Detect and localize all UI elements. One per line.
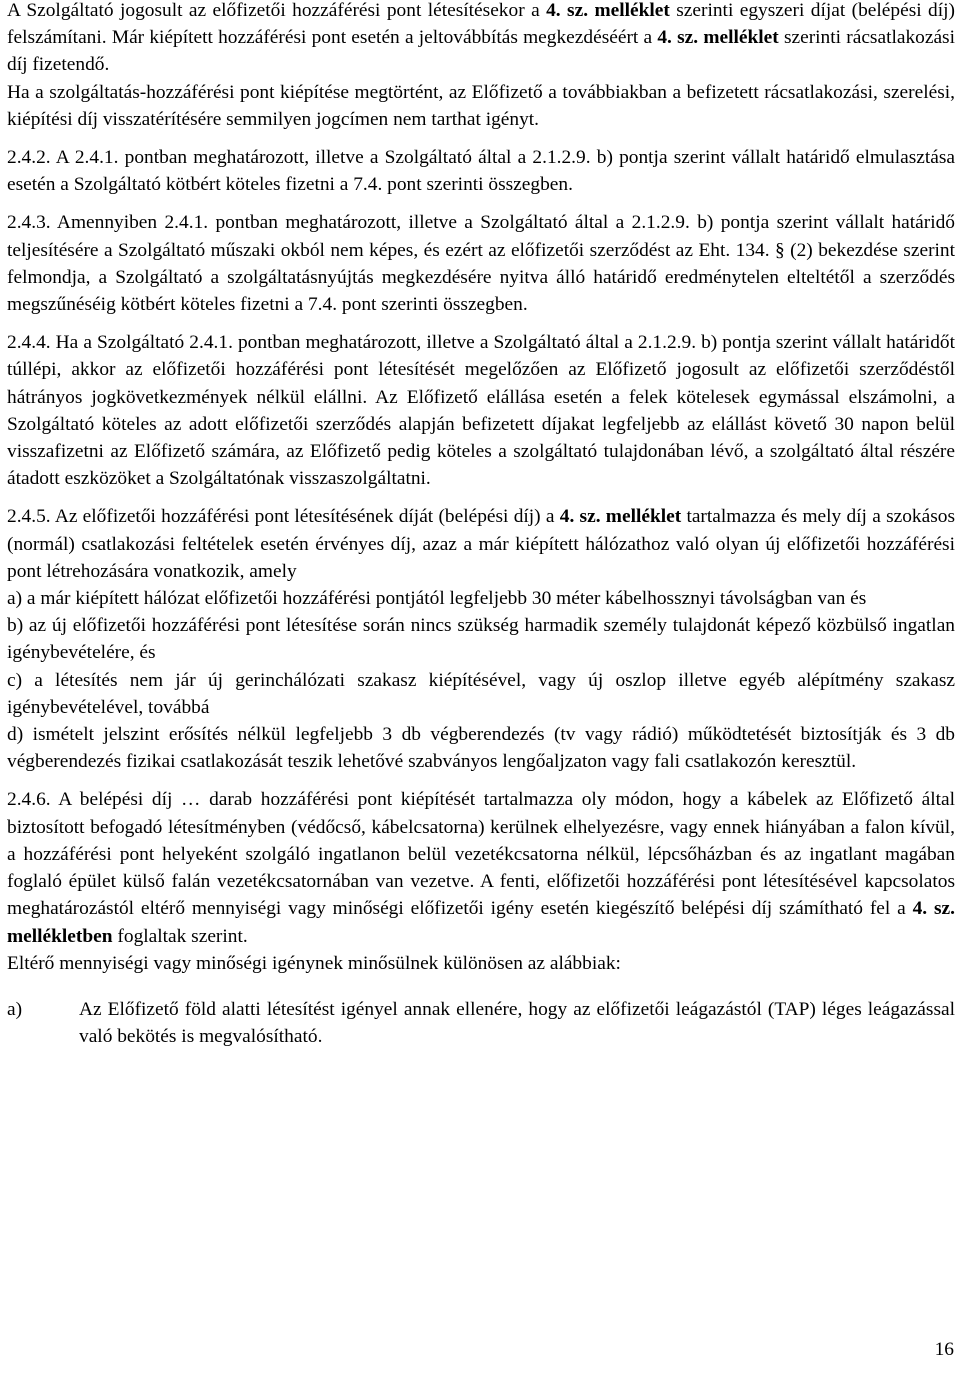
- paragraph-2-4-3: 2.4.3. Amennyiben 2.4.1. pontban meghatározott, illetve a Szolgáltató által a 2.1.2.9. b) pontja szerint vállalt határidő teljesítésére a Szolgáltató műszaki okból nem képes, és ezért az előfizetői szerződést az Eht. 134. § (2) bekezdése szerint felmondja, a Szolgáltató a szolgáltatásnyújtás megkezdésére nyitva álló határidő eredménytelen elteltétől a szerződés megszűnéséig kötbért köteles fizetni a 7.4. pont szerinti összegben.: [7, 212, 955, 316]
- paragraph-entry-fee: [7, 0, 955, 79]
- paragraph-2-4-4: 2.4.4. Ha a Szolgáltató 2.4.1. pontban meghatározott, illetve a Szolgáltató által a 2.1.2.9. b) pontja szerint vállalt határidőt túllépi, akkor az előfizetői hozzáférési pont létesítését megelőzően az Előfizető jogosult az előfizetői szerződéstől hátrányos jogkövetkezmények nélkül elállni. Az Előfizető elállása esetén a felek kötelesek egymással elszámolni, a Szolgáltató köteles az adott előfizetői szerződés alapján befizetett díjakat legfeljebb az elállást követő 30 napon belül visszafizetni az Előfizető számára, az Előfizető pedig köteles a szolgáltató tulajdonában lévő, a szolgáltató által részére átadott eszközöket a Szolgáltatónak visszaszolgáltatni.: [7, 332, 955, 490]
- text-run: tartalmazza és mely díj a szokásos (normál) csatlakozási feltételek esetén érvényes díj, azaz a már kiépített hálózathoz való olyan új előfizetői hozzáférési pont létrehozására vonatkozik, amely: [7, 506, 956, 582]
- text-run: 2.4.6. A belépési díj … darab hozzáférési pont kiépítését tartalmazza oly módon, hogy a kábelek az Előfizető által biztosított befogadó létesítményben (védőcső, kábelcsatorna) kerülnek elhelyezésre, vagy ennek hiányában a falon kívül, a hozzáférési pont helyeként szolgáló ingatlanon belül vezetékcsatorna nélkül, lépcsőházban és az ingatlant magában foglaló épület külső falán vezetékcsatornában van vezetve. A fenti, előfizetői hozzáférési pont létesítésével kapcsolatos meghatározástól eltérő mennyiségi vagy minőségi előfizetői igény esetén kiegészítő belépési díj számítható fel a: [7, 789, 955, 920]
- list-item-text: Az Előfizető föld alatti létesítést igényel annak ellenére, hogy az előfizetői leágazástól (TAP) léges leágazással való bekötés is megvalósítható.: [79, 998, 955, 1048]
- document-page: [7, 0, 955, 1050]
- list-item: [7, 996, 955, 1050]
- annex-reference: 4. sz. melléklet: [657, 27, 779, 49]
- annex-reference: 4. sz. melléklet: [546, 0, 670, 21]
- condition-c: c) a létesítés nem jár új gerinchálózati szakasz kiépítésével, vagy új oszlop illetve egyéb alépítmény szakasz igénybevételével, továbbá: [7, 669, 955, 718]
- text-run: 2.4.5. Az előfizetői hozzáférési pont létesítésének díját (belépési díj) a: [7, 506, 560, 528]
- condition-a: a) a már kiépített hálózat előfizetői hozzáférési pontjától legfeljebb 30 méter kábelhossznyi távolságban van és: [7, 588, 867, 610]
- paragraph-2-4-5: [7, 503, 955, 585]
- page-number: 16: [934, 1339, 954, 1360]
- annex-reference: 4. sz. mellékletben: [7, 898, 955, 947]
- paragraph-2-4-6: [7, 786, 955, 949]
- condition-b: b) az új előfizetői hozzáférési pont létesítése során nincs szükség harmadik személy tulajdonát képező közbülső ingatlan igénybevételére, és: [7, 615, 955, 664]
- condition-d: d) ismételt jelszint erősítés nélkül legfeljebb 3 db végberendezés (tv vagy rádió) működtetését biztosítják és 3 db végberendezés fizikai csatlakozását teszik lehetővé szabványos lengőaljzaton vagy fali csatlakozón keresztül.: [7, 724, 955, 773]
- text-run: szerinti egyszeri díjat (belépési díj) felszámítani. Már kiépített hozzáférési pont esetén a jeltovábbítás megkezdéséért a: [7, 0, 955, 49]
- paragraph-no-refund: Ha a szolgáltatás-hozzáférési pont kiépítése megtörtént, az Előfizető a továbbiakban a befizetett rácsatlakozási, szerelési, kiépítési díj visszatérítésére semmilyen jogcímen nem tarthat igényt.: [7, 81, 955, 130]
- paragraph-2-4-2: 2.4.2. A 2.4.1. pontban meghatározott, illetve a Szolgáltató által a 2.1.2.9. b) pontja szerint vállalt határidő elmulasztása esetén a Szolgáltató kötbért köteles fizetni a 7.4. pont szerinti összegben.: [7, 147, 955, 196]
- annex-reference: 4. sz. melléklet: [559, 506, 682, 528]
- text-run: foglaltak szerint.: [112, 925, 248, 947]
- text-run: A Szolgáltató jogosult az előfizetői hozzáférési pont létesítésekor a: [7, 0, 547, 21]
- list-marker: a): [7, 998, 23, 1020]
- text-run: szerinti rácsatlakozási díj fizetendő.: [7, 27, 955, 76]
- paragraph-special-requests-intro: Eltérő mennyiségi vagy minőségi igénynek minősülnek különösen az alábbiak:: [7, 952, 621, 974]
